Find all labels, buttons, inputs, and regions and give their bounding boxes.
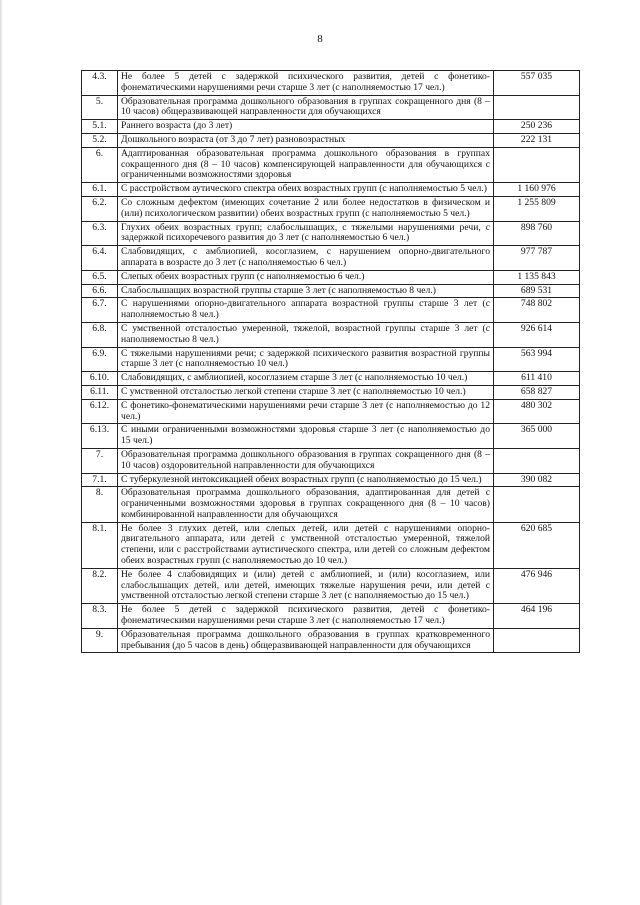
row-value: 1 160 976 [494,183,580,197]
row-value: 898 760 [494,221,580,246]
row-description: Образовательная программа дошкольного образования в группах сокращенного дня (8 – 10 часов) общеразвивающей направленности для обучающихся [118,95,494,120]
table-row [82,448,580,473]
row-number: 6.7. [82,298,118,323]
row-description: Образовательная программа дошкольного образования, адаптированная для детей с ограниченными возможностями здоровья в группах сокращенного дня (8 – 10 часов) комбинированной направленности для обучающихся [118,487,494,522]
row-value: 222 131 [494,133,580,147]
row-description: Слепых обеих возрастных групп (с наполняемостью 6 чел.) [118,270,494,284]
row-description: Образовательная программа дошкольного образования в группах сокращенного дня (8 – 10 часов) оздоровительной направленности для обучающихся [118,448,494,473]
cost-table [81,70,580,653]
row-number: 6.13. [82,424,118,449]
table-row [82,298,580,323]
table-row [82,284,580,298]
page-number: 8 [317,33,323,45]
table-row [82,221,580,246]
table-row [82,95,580,120]
row-number: 5. [82,95,118,120]
row-number: 6.2. [82,196,118,221]
table-row [82,522,580,568]
row-value [494,95,580,120]
row-number: 6.12. [82,399,118,424]
row-value [494,448,580,473]
row-value: 563 994 [494,347,580,372]
table-row [82,196,580,221]
table-row [82,487,580,522]
row-number: 6.5. [82,270,118,284]
row-value: 1 135 843 [494,270,580,284]
row-description: Не более 4 слабовидящих и (или) детей с амблиопией, и (или) косоглазием, или слабослышащих детей, или детей, имеющих тяжелые нарушения речи, или детей с умственной отсталостью легкой степени старше 3 лет (с наполняемостью до 15 чел.) [118,568,494,603]
row-value [494,147,580,182]
row-description: Со сложным дефектом (имеющих сочетание 2 или более недостатков в физическом и (или) психологическом развитии) обеих возрастных групп (с наполняемостью 5 чел.) [118,196,494,221]
row-number: 6.8. [82,322,118,347]
row-value: 689 531 [494,284,580,298]
row-description: Не более 5 детей с задержкой психического развития, детей с фонетико-фонематическими нарушениями речи старше 3 лет (с наполняемостью 17 чел.) [118,604,494,629]
scan-edge-shadow [0,0,3,905]
table-row [82,424,580,449]
row-number: 8. [82,487,118,522]
row-number: 6.9. [82,347,118,372]
row-description: Образовательная программа дошкольного образования в группах кратковременного пребывания (до 5 часов в день) общеразвивающей направленности для обучающихся [118,628,494,653]
table-row [82,473,580,487]
row-description: С расстройством аутического спектра обеих возрастных групп (с наполняемостью 5 чел.) [118,183,494,197]
row-description: Не более 3 глухих детей, или слепых детей, или детей с нарушениями опорно-двигательного аппарата, или детей с умственной отсталостью умеренной, тяжелой степени, или с расстройствами аутистического спектра, или детей со сложным дефектом обеих возрастных групп (с наполняемостью до 10 чел.) [118,522,494,568]
row-number: 8.2. [82,568,118,603]
row-value: 658 827 [494,385,580,399]
table-row [82,347,580,372]
row-value: 464 196 [494,604,580,629]
row-value: 977 787 [494,246,580,271]
table-row [82,372,580,386]
row-number: 9. [82,628,118,653]
table-row [82,399,580,424]
row-description: Не более 5 детей с задержкой психического развития, детей с фонетико-фонематическими нарушениями речи старше 3 лет (с наполняемостью 17 чел.) [118,71,494,96]
row-number: 6.10. [82,372,118,386]
row-description: Слабовидящих, с амблиопией, косоглазием старше 3 лет (с наполняемостью 10 чел.) [118,372,494,386]
row-number: 6. [82,147,118,182]
row-value: 620 685 [494,522,580,568]
table-row [82,120,580,134]
table-row [82,71,580,96]
row-description: С умственной отсталостью легкой степени старше 3 лет (с наполняемостью 10 чел.) [118,385,494,399]
row-value: 476 946 [494,568,580,603]
row-description: Раннего возраста (до 3 лет) [118,120,494,134]
row-number: 5.2. [82,133,118,147]
row-number: 7.1. [82,473,118,487]
row-number: 8.1. [82,522,118,568]
row-value: 557 035 [494,71,580,96]
row-number: 7. [82,448,118,473]
row-number: 4.3. [82,71,118,96]
row-value: 365 000 [494,424,580,449]
row-description: Адаптированная образовательная программа дошкольного образования в группах сокращенного дня (8 – 10 часов) компенсирующей направленности для обучающихся с ограниченными возможностями здоровья [118,147,494,182]
row-number: 6.4. [82,246,118,271]
row-value: 390 082 [494,473,580,487]
table-row [82,322,580,347]
row-description: С нарушениями опорно-двигательного аппарата возрастной группы старше 3 лет (с наполняемостью 8 чел.) [118,298,494,323]
row-description: Глухих обеих возрастных групп; слабослышащих, с тяжелыми нарушениями речи, с задержкой психоречевого развития до 3 лет (с наполняемостью 6 чел.) [118,221,494,246]
row-value: 611 410 [494,372,580,386]
row-value: 480 302 [494,399,580,424]
row-description: С умственной отсталостью умеренной, тяжелой, возрастной группы старше 3 лет (с наполняемостью 8 чел.) [118,322,494,347]
row-description: С фонетико-фонематическими нарушениями речи старше 3 лет (с наполняемостью до 12 чел.) [118,399,494,424]
table-row [82,183,580,197]
row-description: С туберкулезной интоксикацией обеих возрастных групп (с наполняемостью до 15 чел.) [118,473,494,487]
row-number: 6.11. [82,385,118,399]
row-number: 6.1. [82,183,118,197]
row-number: 8.3. [82,604,118,629]
table-row [82,270,580,284]
row-description: С тяжелыми нарушениями речи; с задержкой психического развития возрастной группы старше 3 лет (с наполняемостью 10 чел.) [118,347,494,372]
row-value [494,628,580,653]
table-row [82,147,580,182]
row-description: Дошкольного возраста (от 3 до 7 лет) разновозрастных [118,133,494,147]
row-description: С иными ограниченными возможностями здоровья старше 3 лет (с наполняемостью до 15 чел.) [118,424,494,449]
row-number: 5.1. [82,120,118,134]
row-value [494,487,580,522]
row-value: 748 802 [494,298,580,323]
table-row [82,628,580,653]
table-row [82,385,580,399]
table-row [82,133,580,147]
row-description: Слабовидящих, с амблиопией, косоглазием, с нарушением опорно-двигательного аппарата в возрасте до 3 лет (с наполняемостью 6 чел.) [118,246,494,271]
row-value: 250 236 [494,120,580,134]
row-description: Слабослышащих возрастной группы старше 3 лет (с наполняемостью 8 чел.) [118,284,494,298]
table-row [82,604,580,629]
row-value: 926 614 [494,322,580,347]
row-value: 1 255 809 [494,196,580,221]
table-row [82,246,580,271]
row-number: 6.6. [82,284,118,298]
row-number: 6.3. [82,221,118,246]
table-row [82,568,580,603]
